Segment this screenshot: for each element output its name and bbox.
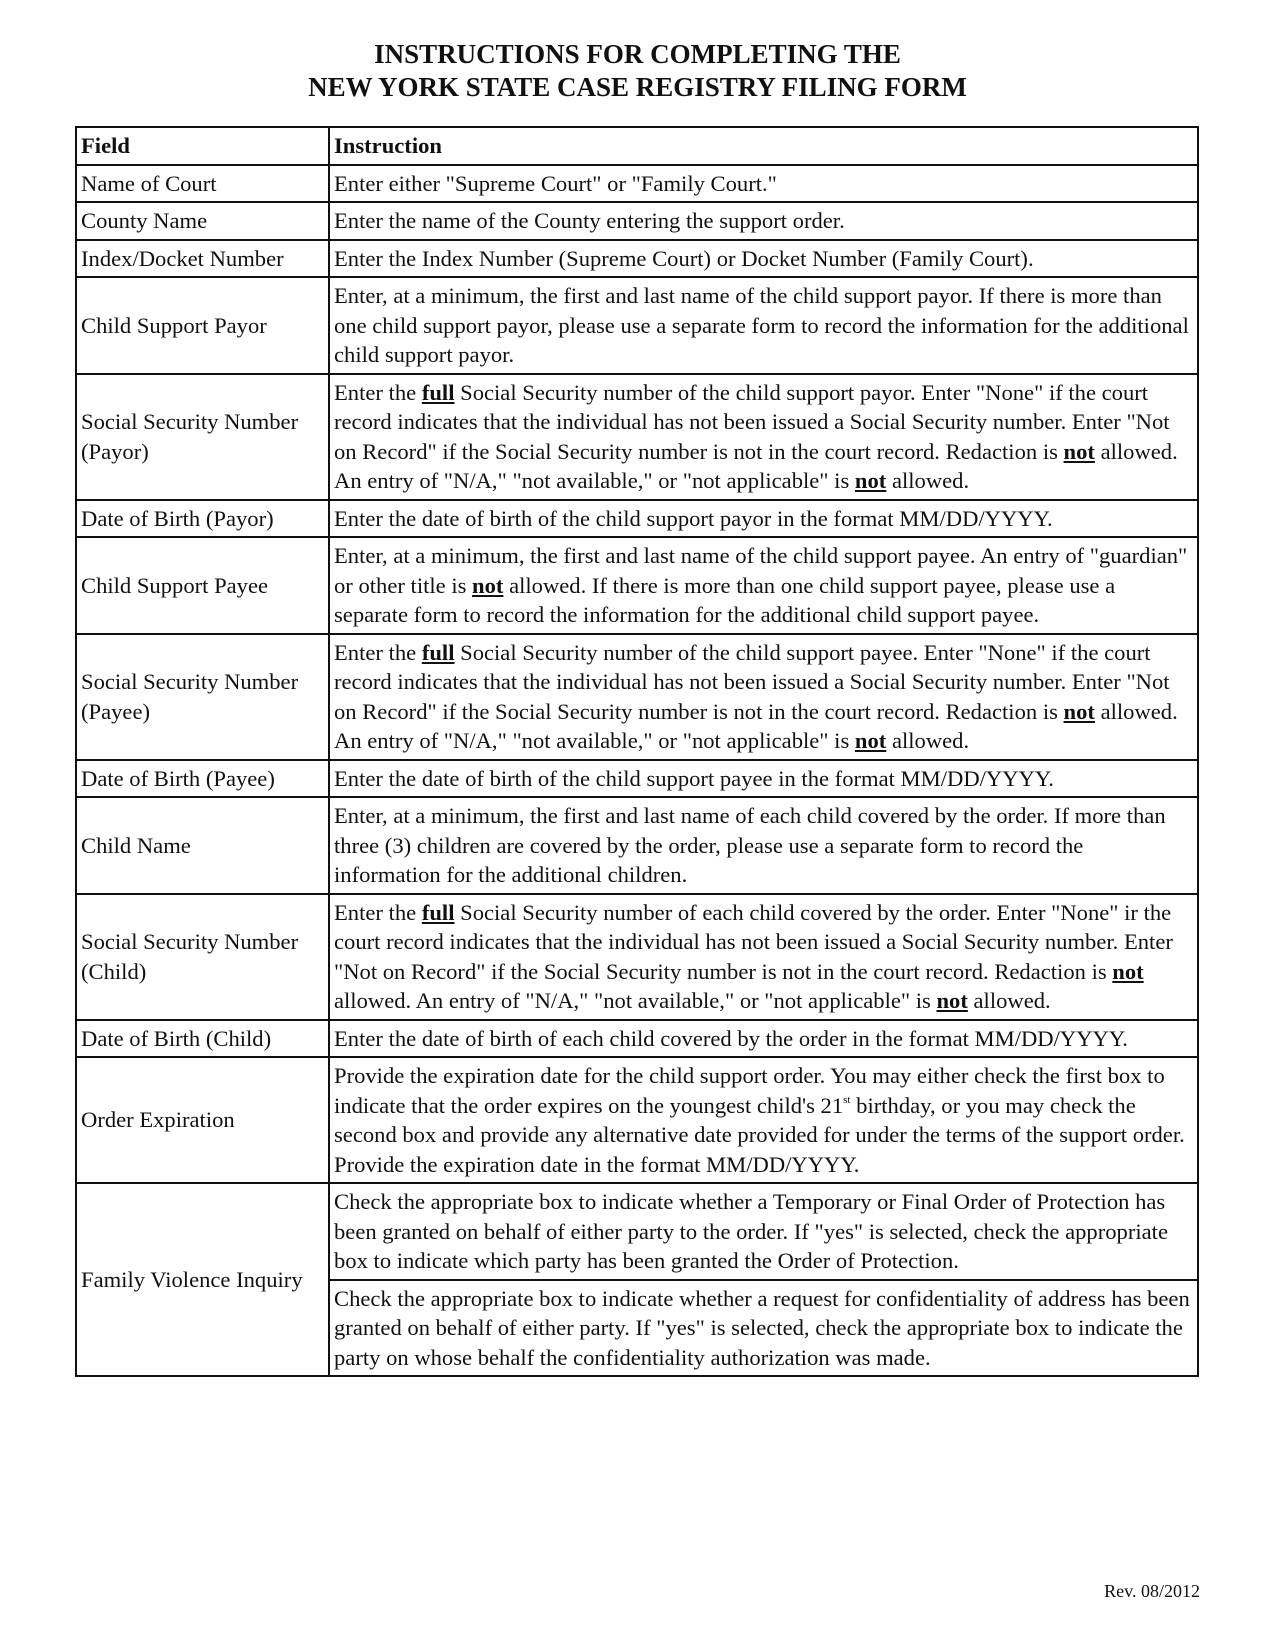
- instructions-table: [75, 126, 1199, 1377]
- table-row: [76, 374, 1198, 500]
- table-row: [76, 1057, 1198, 1183]
- instruction-text: Enter either "Supreme Court" or "Family Court.": [334, 170, 777, 196]
- instruction-cell: [329, 1020, 1198, 1058]
- table-row: [76, 634, 1198, 760]
- table-header-row: [76, 127, 1198, 165]
- field-cell: Order Expiration: [76, 1057, 329, 1183]
- instruction-text: allowed. An entry of "N/A," "not available," or "not applicable" is: [334, 988, 937, 1013]
- instruction-text: birthday, or you may check the second box and provide any alternative date provided for under the terms of the support order. Provide the expiration date in the format MM/DD/YYYY.: [334, 1092, 1185, 1177]
- table-row: [76, 760, 1198, 798]
- instruction-cell: [329, 634, 1198, 760]
- instruction-text: Enter the name of the County entering the support order.: [334, 208, 845, 233]
- emphasis-text: not: [936, 988, 968, 1013]
- instruction-cell: [329, 760, 1198, 798]
- field-cell: Child Support Payor: [76, 277, 329, 374]
- field-cell: Social Security Number (Payor): [76, 374, 329, 500]
- emphasis-text: not: [854, 468, 887, 493]
- emphasis-text: full: [421, 899, 455, 925]
- header-instruction: Instruction: [329, 127, 1198, 165]
- instruction-cell: [329, 374, 1198, 500]
- instruction-text: Enter, at a minimum, the first and last name of each child covered by the order. If more than three (3) children are covered by the order, please use a separate form to record the information for the additional children.: [334, 803, 1166, 887]
- instruction-text: allowed. An entry of "N/A," "not available," or "not applicable" is: [334, 698, 1178, 753]
- emphasis-text: full: [421, 639, 455, 665]
- instruction-text: allowed.: [967, 988, 1051, 1013]
- instruction-text: Enter the: [334, 639, 422, 665]
- table-row: [76, 797, 1198, 894]
- instruction-cell: [329, 202, 1198, 240]
- instruction-cell: [329, 797, 1198, 894]
- instruction-text: Enter the date of birth of each child covered by the order in the format MM/DD/YYYY.: [334, 1025, 1128, 1051]
- field-cell: Social Security Number (Payee): [76, 634, 329, 760]
- field-cell: Family Violence Inquiry: [76, 1183, 329, 1376]
- field-cell: Child Name: [76, 797, 329, 894]
- instruction-cell: [329, 1057, 1198, 1183]
- page-title: [0, 38, 1275, 104]
- table-row: [76, 1183, 1198, 1280]
- instruction-text: Check the appropriate box to indicate whether a Temporary or Final Order of Protection has been granted on behalf of either party to the order. If "yes" is selected, check the appropriate box to indicate which party has been granted the Order of Protection.: [334, 1189, 1168, 1273]
- instruction-text: Enter, at a minimum, the first and last name of the child support payor. If there is more than one child support payor, please use a separate form to record the information for the additional child support payor.: [334, 283, 1189, 367]
- field-cell: Date of Birth (Payee): [76, 760, 329, 798]
- emphasis-text: not: [854, 728, 887, 753]
- instruction-cell: [329, 500, 1198, 538]
- title-line-2: NEW YORK STATE CASE REGISTRY FILING FORM: [308, 72, 967, 102]
- table-row: [76, 537, 1198, 634]
- table-row: [76, 202, 1198, 240]
- instruction-text: Enter the date of birth of the child support payee in the format MM/DD/YYYY.: [334, 765, 1054, 791]
- revision-label: Rev. 08/2012: [1104, 1581, 1200, 1601]
- instruction-cell: [329, 537, 1198, 634]
- table-row: [76, 240, 1198, 278]
- instruction-text: Enter the Index Number (Supreme Court) or Docket Number (Family Court).: [334, 245, 1034, 271]
- instruction-text: allowed.: [886, 468, 970, 493]
- instruction-text: Provide the expiration date for the child support order. You may either check the first box to indicate that the order expires on the youngest child's 21: [334, 1063, 1165, 1118]
- title-line-1: INSTRUCTIONS FOR COMPLETING THE: [374, 39, 901, 69]
- instruction-text: Enter, at a minimum, the first and last name of the child support payee. An entry of "guardian" or other title is: [334, 543, 1188, 598]
- instruction-text: Social Security number of the child support payee. Enter "None" if the court record indicates that the individual has not been issued a Social Security number. Enter "Not on Record" if the Social Security number is not in the court record. Redaction is: [334, 639, 1170, 724]
- instruction-text: allowed. An entry of "N/A," "not available," or "not applicable" is: [334, 438, 1178, 493]
- field-cell: Date of Birth (Payor): [76, 500, 329, 538]
- instruction-cell: [329, 1280, 1198, 1377]
- table-row: [76, 165, 1198, 203]
- emphasis-text: full: [421, 379, 455, 405]
- instruction-text: Enter the date of birth of the child support payor in the format MM/DD/YYYY.: [334, 505, 1053, 531]
- emphasis-text: not: [1063, 438, 1095, 464]
- instruction-text: allowed. If there is more than one child support payee, please use a separate form to record the information for the additional child support payee.: [334, 572, 1116, 627]
- instruction-text: Enter the: [334, 379, 422, 405]
- field-cell: Child Support Payee: [76, 537, 329, 634]
- field-cell: Date of Birth (Child): [76, 1020, 329, 1058]
- field-cell: Social Security Number (Child): [76, 894, 329, 1020]
- table-row: [76, 277, 1198, 374]
- field-cell: Index/Docket Number: [76, 240, 329, 278]
- field-cell: County Name: [76, 202, 329, 240]
- instruction-text: allowed.: [886, 728, 970, 753]
- table-row: [76, 1020, 1198, 1058]
- instruction-text: Social Security number of the child support payor. Enter "None" if the court record indicates that the individual has not been issued a Social Security number. Enter "Not on Record" if the Social Security number is not in the court record. Redaction is: [334, 379, 1170, 464]
- instruction-cell: [329, 277, 1198, 374]
- emphasis-text: not: [1112, 958, 1144, 984]
- emphasis-text: not: [1063, 698, 1095, 724]
- field-cell: Name of Court: [76, 165, 329, 203]
- table-row: [76, 894, 1198, 1020]
- instruction-text: Check the appropriate box to indicate whether a request for confidentiality of address has been granted on behalf of either party. If "yes" is selected, check the appropriate box to indicate the party on whose behalf the confidentiality authorization was made.: [334, 1285, 1190, 1370]
- instruction-cell: [329, 165, 1198, 203]
- instruction-cell: [329, 1183, 1198, 1280]
- header-field: Field: [76, 127, 329, 165]
- instruction-text: Social Security number of each child covered by the order. Enter "None" ir the court record indicates that the individual has not been issued a Social Security number. Enter "Not on Record" if the Social Security number is not in the court record. Redaction is: [334, 899, 1173, 984]
- instruction-text: Enter the: [334, 899, 422, 925]
- instruction-cell: [329, 240, 1198, 278]
- table-row: [76, 500, 1198, 538]
- instruction-cell: [329, 894, 1198, 1020]
- ordinal-suffix: st: [843, 1093, 851, 1106]
- emphasis-text: not: [472, 572, 504, 598]
